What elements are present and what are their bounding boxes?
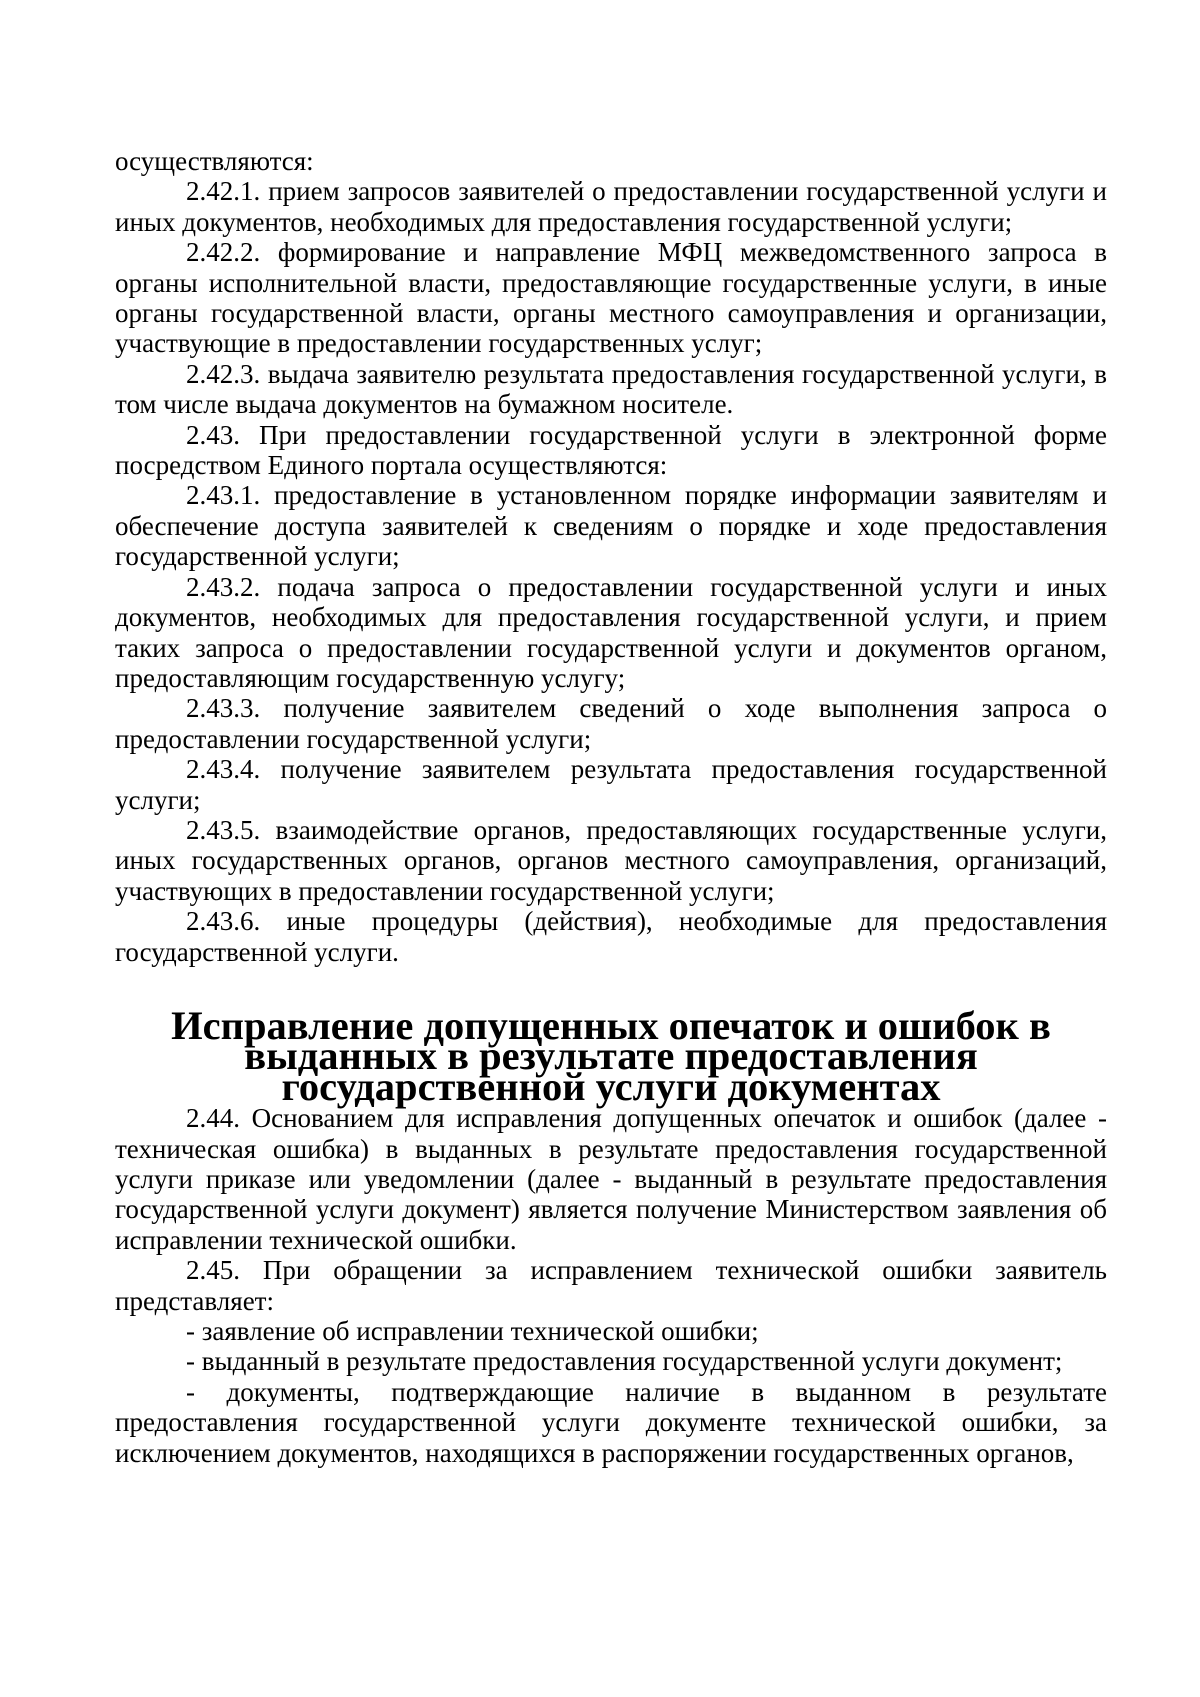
paragraph-2-43-2: 2.43.2. подача запроса о предоставлении государственной услуги и иных документов, необходимых для предоставления государственной услуги, и прием таких запроса о предоставлении государственной услуги и документов органом, предоставляющим государственную услугу;: [115, 571, 1107, 693]
paragraph-2-43-6: 2.43.6. иные процедуры (действия), необходимые для предоставления государственной услуги.: [115, 906, 1107, 967]
paragraph-2-43-5: 2.43.5. взаимодействие органов, предоставляющих государственные услуги, иных государственных органов, органов местного самоуправления, организаций, участвующих в предоставлении государственной услуги;: [115, 814, 1107, 906]
section-heading: Исправление допущенных опечаток и ошибок в выданных в результате предоставления государственной услуги документах: [171, 1002, 1051, 1109]
paragraph-2-43-1: 2.43.1. предоставление в установленном порядке информации заявителям и обеспечение доступа заявителей к сведениям о порядке и ходе предоставления государственной услуги;: [115, 480, 1107, 572]
paragraph-2-42-1: 2.42.1. прием запросов заявителей о предоставлении государственной услуги и иных документов, необходимых для предоставления государственной услуги;: [115, 176, 1107, 237]
paragraph-2-43-4: 2.43.4. получение заявителем результата предоставления государственной услуги;: [115, 754, 1107, 815]
list-item-supporting-documents: - документы, подтверждающие наличие в выданном в результате предоставления государственной услуги документе технической ошибки, за исключением документов, находящихся в распоряжении государственных органов,: [115, 1376, 1107, 1468]
paragraph-2-43: 2.43. При предоставлении государственной услуги в электронной форме посредством Единого портала осуществляются:: [115, 419, 1107, 481]
paragraph-2-43-3: 2.43.3. получение заявителем сведений о ходе выполнения запроса о предоставлении государственной услуги;: [115, 693, 1107, 754]
paragraph-2-44: 2.44. Основанием для исправления допущенных опечаток и ошибок (далее - техническая ошибка) в выданных в результате предоставления государственной услуги приказе или уведомлении (далее - выданный в результате предоставления государственной услуги документ) является получение Министерством заявления об исправлении технической ошибки.: [115, 1103, 1107, 1255]
list-item-issued-document: - выданный в результате предоставления государственной услуги документ;: [186, 1346, 1063, 1377]
paragraph-2-45: 2.45. При обращении за исправлением технической ошибки заявитель представляет:: [115, 1255, 1107, 1316]
paragraph-2-42-2: 2.42.2. формирование и направление МФЦ межведомственного запроса в органы исполнительной власти, предоставляющие государственные услуги, в иные органы государственной власти, органы местного самоуправления и организации, участвующие в предоставлении государственных услуг;: [115, 237, 1107, 359]
document-body: [115, 146, 1107, 1468]
list-item-application: - заявление об исправлении технической ошибки;: [186, 1316, 759, 1347]
paragraph: осуществляются:: [115, 146, 314, 176]
paragraph-2-42-3: 2.42.3. выдача заявителю результата предоставления государственной услуги, в том числе выдача документов на бумажном носителе.: [115, 358, 1107, 420]
